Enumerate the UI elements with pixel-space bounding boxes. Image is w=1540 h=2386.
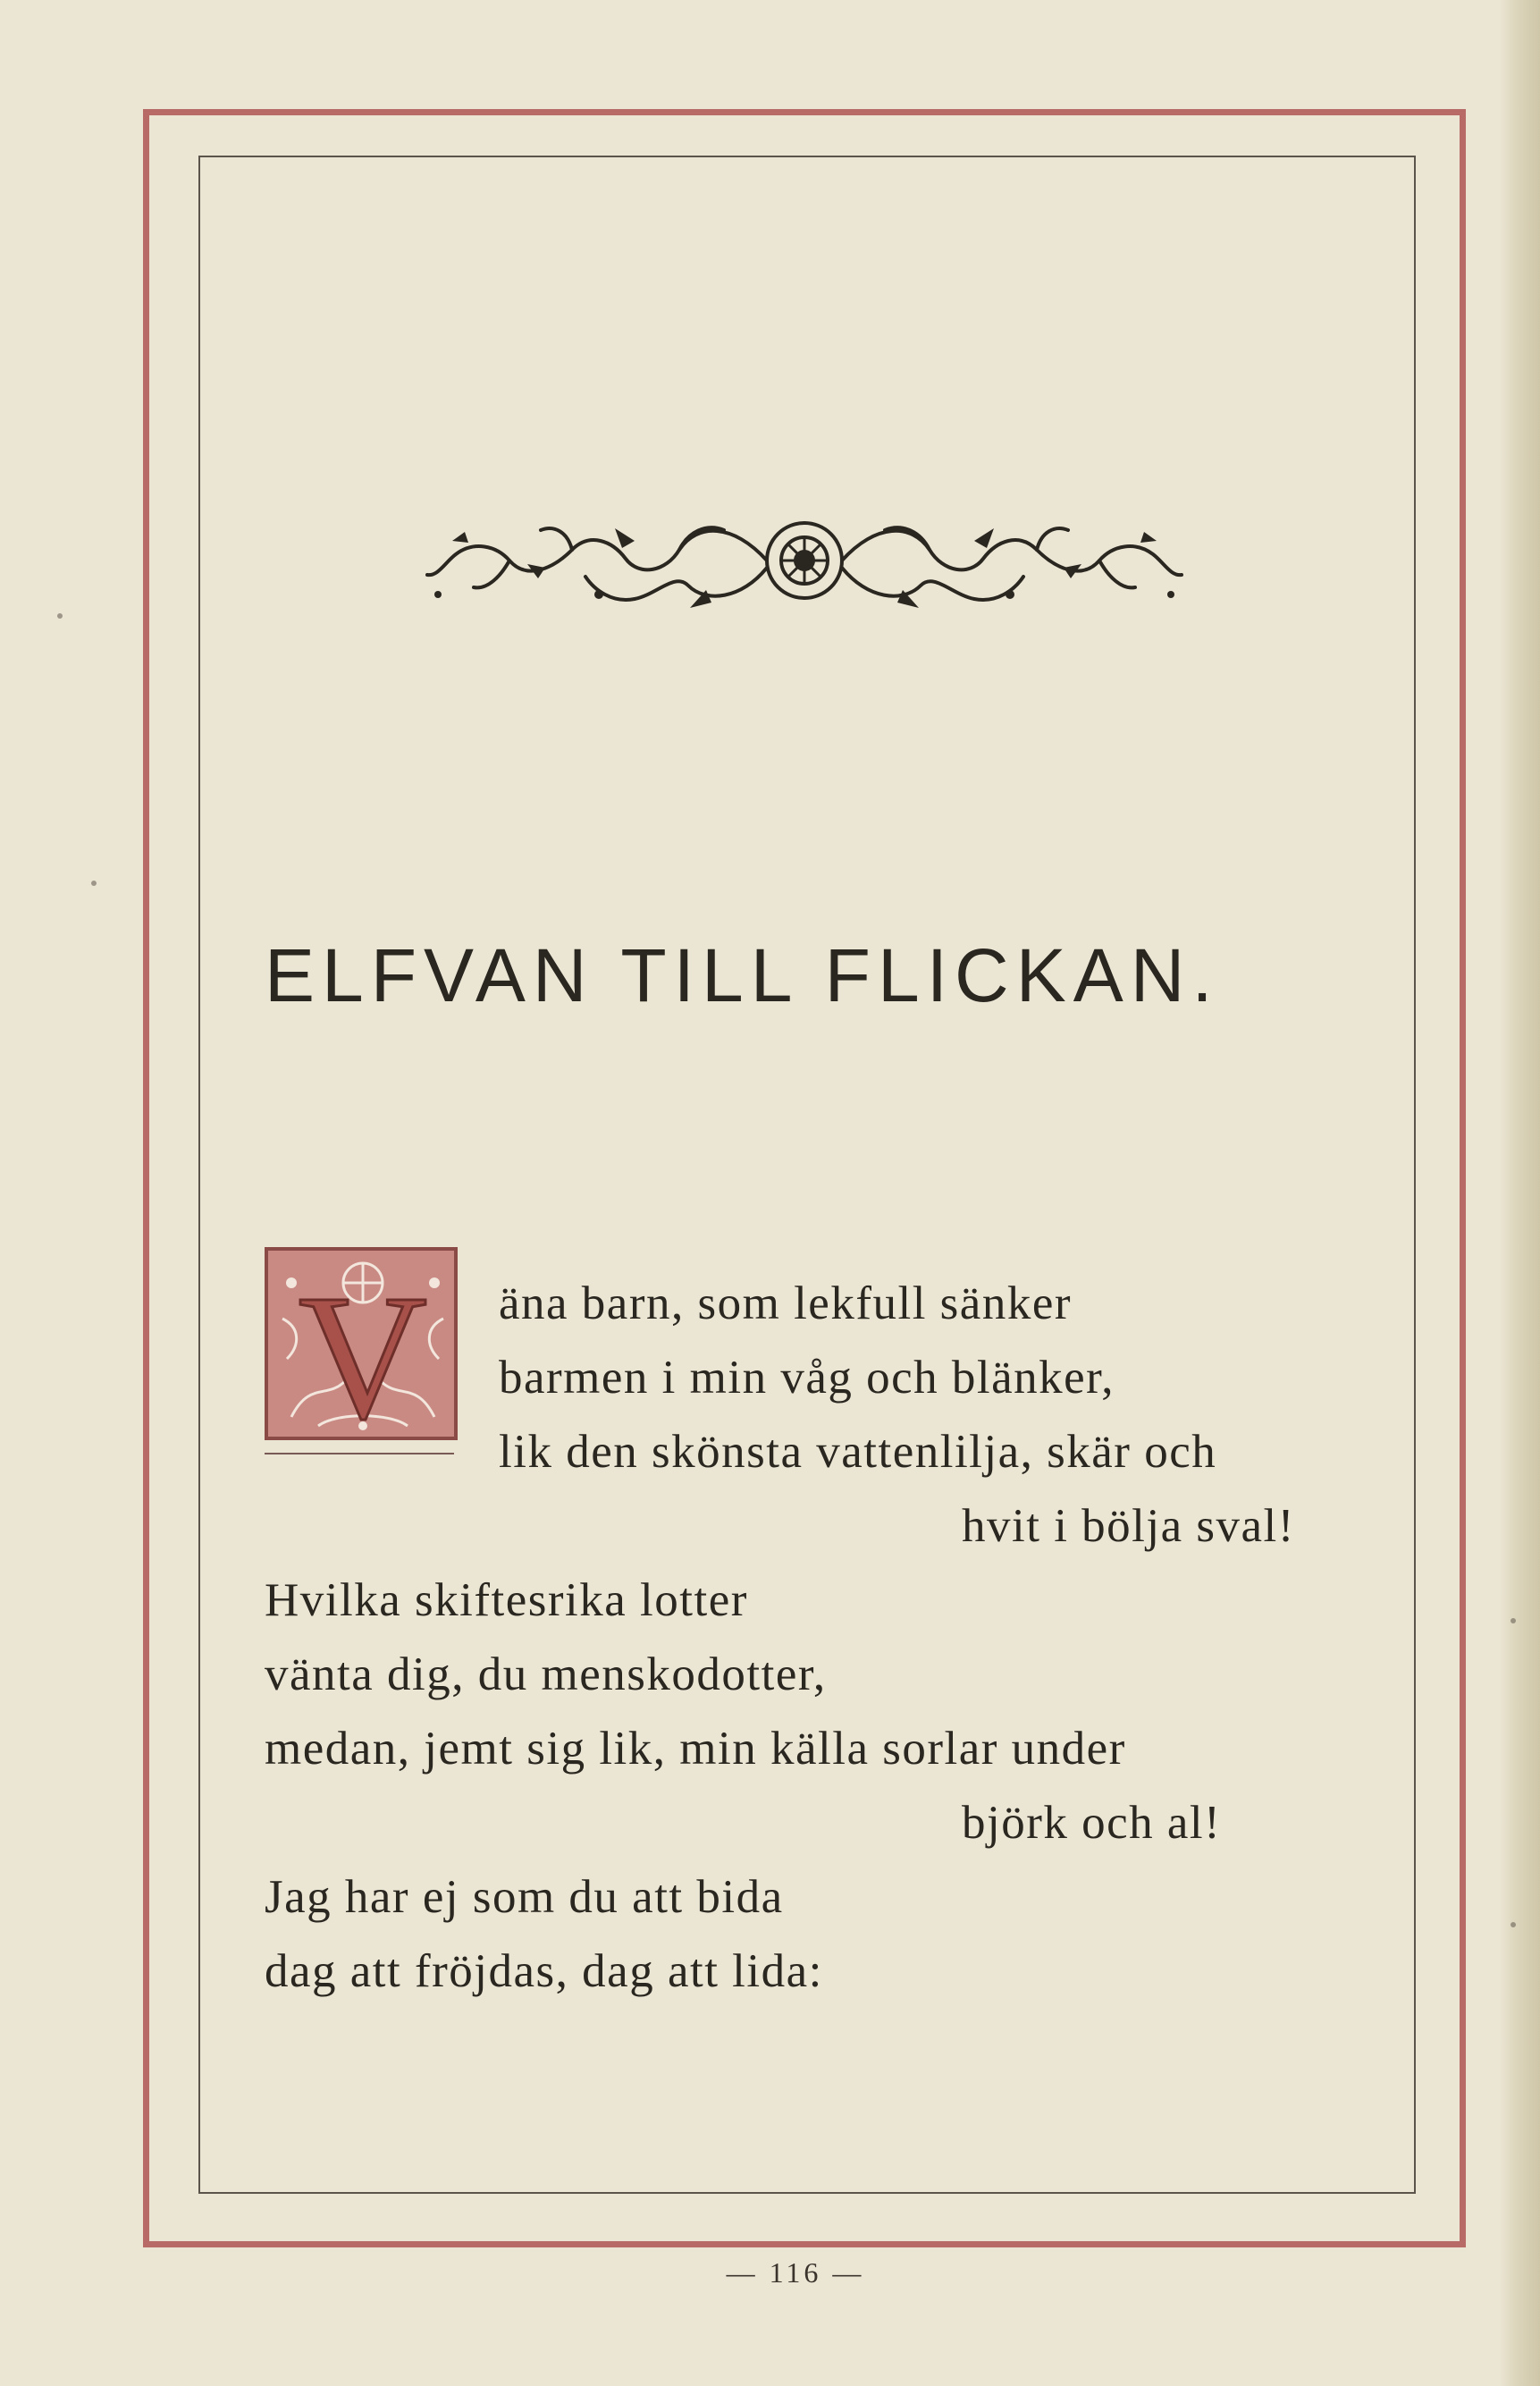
poem-line: lik den skönsta vattenlilja, skär och [499, 1426, 1217, 1478]
initial-underline [265, 1453, 454, 1454]
poem-line: vänta dig, du menskodotter, [265, 1648, 827, 1700]
poem-line: Hvilka skiftesrika lotter [265, 1574, 748, 1626]
poem-line: barmen i min våg och blänker, [499, 1352, 1115, 1404]
poem-line: dag att fröjdas, dag att lida: [265, 1945, 823, 1997]
poem-title: ELFVAN TILL FLICKAN. [265, 933, 1220, 1017]
paper-speck [57, 613, 63, 619]
book-page-edge [1499, 0, 1540, 2386]
poem-line: medan, jemt sig lik, min källa sorlar under [265, 1723, 1126, 1775]
initial-letter: V [298, 1259, 428, 1444]
scrollwork-ornament-icon [411, 505, 1198, 621]
poem-line: äna barn, som lekfull sänker [499, 1277, 1072, 1329]
floral-initial-v-icon [265, 1247, 461, 1444]
paper-speck [91, 881, 97, 886]
paper-speck [1511, 1922, 1516, 1927]
poem-line: hvit i bölja sval! [962, 1500, 1295, 1552]
poem-line: björk och al! [962, 1797, 1222, 1849]
poem-line: Jag har ej som du att bida [265, 1871, 784, 1923]
page-number: — 116 — [726, 2256, 865, 2289]
paper-speck [1511, 1618, 1516, 1623]
